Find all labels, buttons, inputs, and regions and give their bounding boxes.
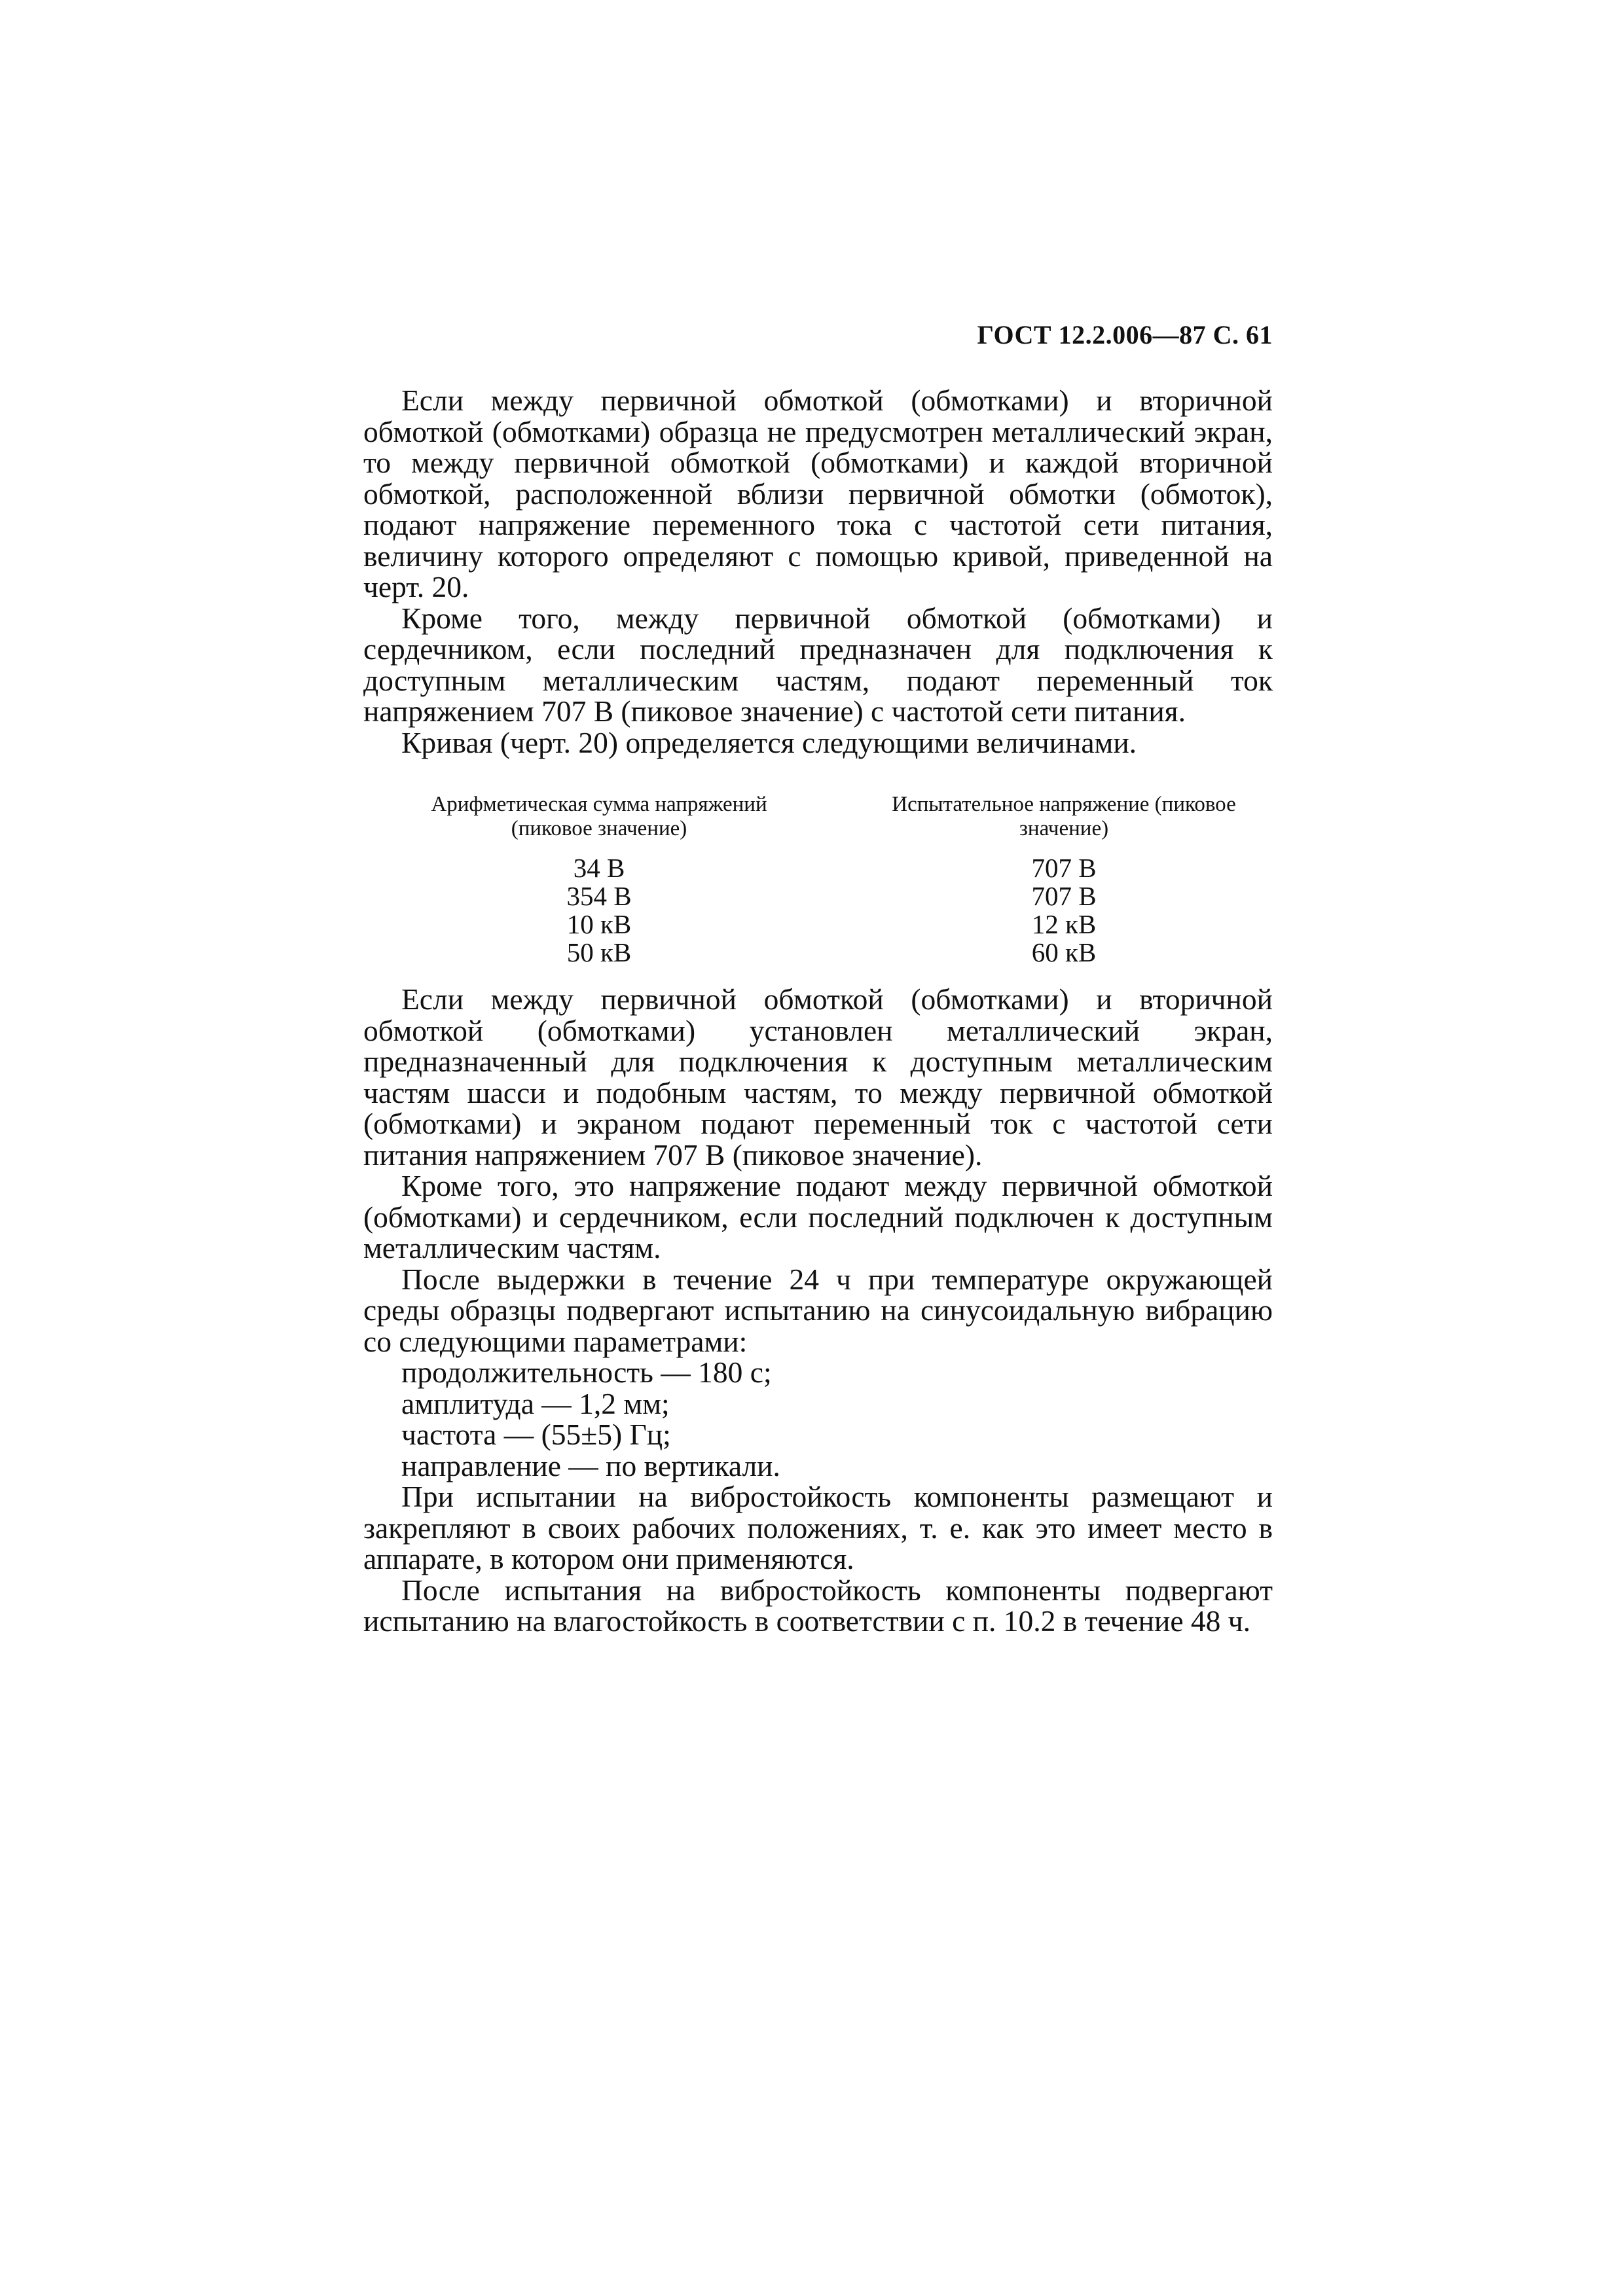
paragraph: Если между первичной обмоткой (обмотками) и вторичной обмоткой (обмотками) установлен металлический экран, предназначенный для подключения к доступным металлическим частям шасси и подобным частям, то между первичной обмоткой (обмотками) и экраном подают переменный ток с частотой сети питания напряжением 707 В (пиковое значение). [363,982,1273,1172]
paragraph: Кроме того, это напряжение подают между первичной обмоткой (обмотками) и сердечником, если последний подключен к доступным металлическим частям. [363,1169,1273,1265]
paragraph: Если между первичной обмоткой (обмотками) и вторичной обмоткой (обмотками) образца не предусмотрен металлический экран, то между первичной обмоткой (обмотками) и каждой вторичной обмоткой, расположенной вблизи первичной обмотки (обмоток), подают напряжение переменного тока с частотой сети питания, величину которого определяют с помощью кривой, приведенной на черт. 20. [363,384,1273,603]
text-block-bottom [363,984,1273,1637]
table-header: Испытательное напряжение (пиковое значение) [892,793,1236,840]
table-column-test-voltage [881,793,1247,967]
table-cells [881,854,1247,967]
table-cell: 707 В [1031,881,1097,911]
paragraph: При испытании на вибростойкость компоненты размещают и закрепляют в своих рабочих положениях, т. е. как это имеет место в аппарате, в котором они применяются. [363,1480,1273,1575]
table-cell: 50 кВ [566,937,632,967]
paragraph: Кроме того, между первичной обмоткой (обмотками) и сердечником, если последний предназначен для подключения к доступным металлическим частям, подают переменный ток напряжением 707 В (пиковое значение) с частотой сети питания. [363,601,1273,728]
table-header: Арифметическая сумма напряжений (пиковое значение) [431,793,767,840]
table-cell: 60 кВ [1031,937,1097,967]
list-item: частота — (55±5) Гц; [401,1418,671,1451]
table-cell: 12 кВ [1031,909,1097,939]
list-item: направление — по вертикали. [401,1448,780,1482]
paragraph: Кривая (черт. 20) определяется следующими величинами. [401,725,1137,759]
table-column-arithmetic-sum [416,793,782,967]
text-block-top [363,385,1273,758]
page-header: ГОСТ 12.2.006—87 С. 61 [977,320,1273,350]
paragraph: После испытания на вибростойкость компоненты подвергают испытанию на влагостойкость в соответствии с п. 10.2 в течение 48 ч. [363,1573,1273,1638]
list-item: продолжительность — 180 с; [401,1355,772,1389]
list-item: амплитуда — 1,2 мм; [401,1386,670,1420]
table-cell: 34 В [573,853,625,883]
table-cells [416,854,782,967]
table-cell: 707 В [1031,853,1097,883]
table-cell: 10 кВ [566,909,632,939]
table-cell: 354 В [566,881,632,911]
paragraph: После выдержки в течение 24 ч при температуре окружающей среды образцы подвергают испытанию на синусоидальную вибрацию со следующими параметрами: [363,1262,1273,1358]
voltage-table [363,793,1273,969]
